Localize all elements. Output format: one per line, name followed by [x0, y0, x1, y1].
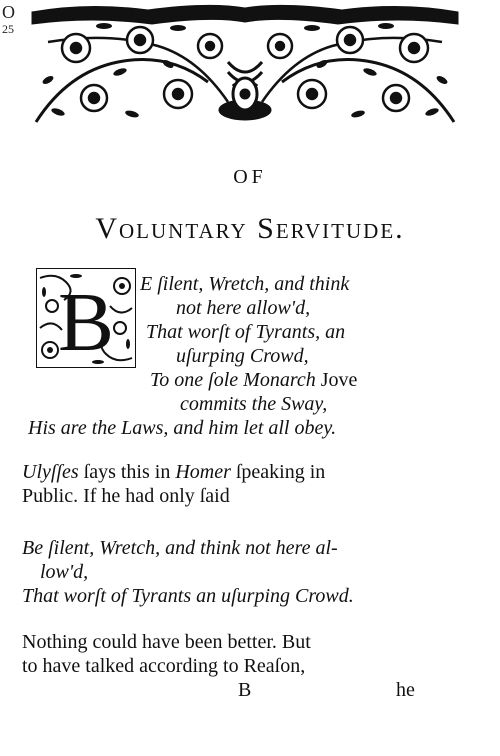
quote-line-3: That worſt of Tyrants an uſurping Crowd. — [22, 585, 354, 607]
signature-mark: B — [238, 679, 252, 701]
heading-of: OF — [233, 166, 267, 188]
drop-cap-letter: B — [57, 276, 115, 368]
catchword: he — [396, 679, 415, 701]
decorated-initial-letter — [36, 268, 136, 368]
verse-line-7: His are the Laws, and him let all obey. — [28, 417, 337, 439]
floral-headpiece-ornament — [28, 2, 462, 130]
margin-note-page-number: 25 — [2, 22, 14, 36]
verse-line-4: uſurping Crowd, — [176, 345, 309, 367]
paragraph-1-line-1: Ulyſſes ſays this in Homer ſpeaking in — [22, 461, 326, 483]
quote-line-2: low'd, — [40, 561, 89, 583]
page-title: Voluntary Servitude. — [95, 212, 405, 245]
quote-line-1: Be ſilent, Wretch, and think not here al- — [22, 537, 338, 559]
verse-line-5: To one ſole Monarch Jove — [150, 369, 358, 391]
paragraph-2-line-2: to have talked according to Reaſon, — [22, 655, 306, 677]
verse-line-1: E ſilent, Wretch, and think — [140, 273, 350, 295]
paragraph-1-line-2: Public. If he had only ſaid — [22, 485, 230, 507]
margin-note-top: O — [2, 2, 15, 22]
paragraph-2-line-1: Nothing could have been better. But — [22, 631, 311, 653]
verse-line-3: That worſt of Tyrants, an — [146, 321, 346, 343]
verse-line-6: commits the Sway, — [180, 393, 328, 415]
verse-line-2: not here allow'd, — [176, 297, 311, 319]
